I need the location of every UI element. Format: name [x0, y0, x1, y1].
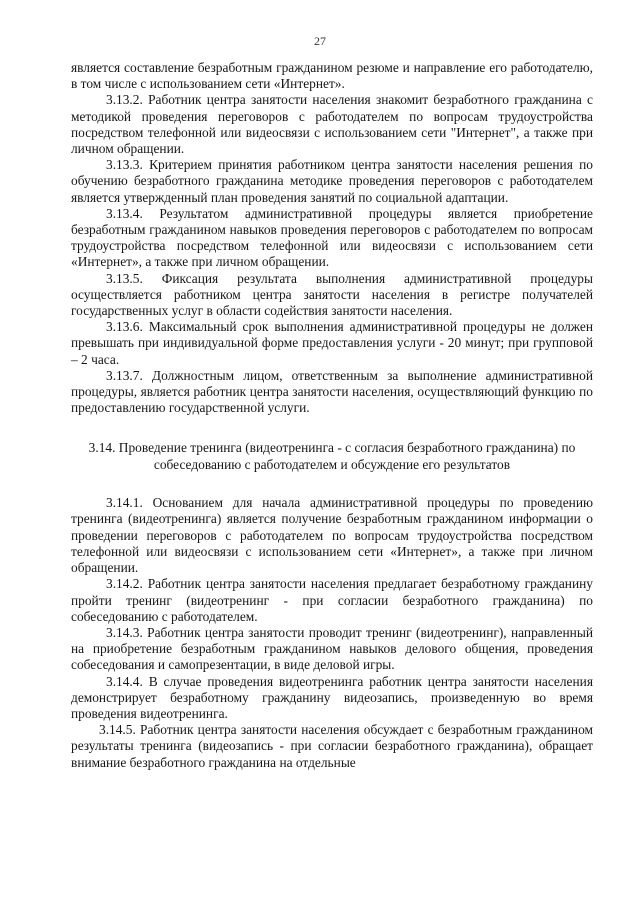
paragraph-3-14-2: 3.14.2. Работник центра занятости населения предлагает безработному гражданину пройти тренинг (видеотренинг - при согласии безработного гражданина) по собеседованию с работодателем.	[71, 576, 593, 624]
paragraph-3-14-4: 3.14.4. В случае проведения видеотренинга работник центра занятости населения демонстрирует безработному гражданину видеозапись, произведенную во время проведения видеотренинга.	[71, 673, 593, 721]
paragraph-3-13-2: 3.13.2. Работник центра занятости населения знакомит безработного гражданина с методикой проведения переговоров с работодателем по вопросам трудоустройства посредством телефонной или видеосвязи с использованием сети "Интернет", а также при личном обращении.	[71, 92, 593, 157]
section-heading-3-14: 3.14. Проведение тренинга (видеотренинга - с согласия безработного гражданина) по собеседованию с работодателем и обсуждение его результатов	[88, 440, 576, 472]
paragraph-continued: является составление безработным гражданином резюме и направление его работодателю, в том числе с использованием сети «Интернет».	[71, 60, 593, 92]
document-body	[71, 60, 593, 771]
paragraph-3-13-4: 3.13.4. Результатом административной процедуры является приобретение безработным гражданином навыков проведения переговоров с работодателем по вопросам трудоустройства посредством телефонной или видеосвязи с использованием сети «Интернет», а также при личном обращении.	[71, 205, 593, 270]
page-number: 27	[314, 34, 326, 48]
paragraph-3-13-5: 3.13.5. Фиксация результата выполнения административной процедуры осуществляется работником центра занятости населения в регистре получателей государственных услуг в области содействия занятости населения.	[71, 270, 593, 319]
paragraph-3-13-7: 3.13.7. Должностным лицом, ответственным за выполнение административной процедуры, является работник центра занятости населения, осуществляющий функцию по предоставлению государственной услуги.	[71, 367, 593, 416]
paragraph-3-13-3: 3.13.3. Критерием принятия работником центра занятости населения решения по обучению безработного гражданина методике проведения переговоров с работодателем является утвержденный план проведения занятий по социальной адаптации.	[71, 157, 593, 205]
paragraph-3-14-5: 3.14.5. Работник центра занятости населения обсуждает с безработным гражданином результаты тренинга (видеозапись - при согласии безработного гражданина), обращает внимание безработного гражданина на отдельные	[71, 722, 593, 770]
paragraph-3-14-3: 3.14.3. Работник центра занятости проводит тренинг (видеотренинг), направленный на приобретение безработным гражданином навыков делового общения, проведения собеседования и самопрезентации, в виде деловой игры.	[71, 624, 593, 673]
paragraph-3-13-6: 3.13.6. Максимальный срок выполнения административной процедуры не должен превышать при индивидуальной форме предоставления услуги - 20 минут; при групповой – 2 часа.	[71, 319, 593, 367]
paragraph-3-14-1: 3.14.1. Основанием для начала административной процедуры по проведению тренинга (видеотренинга) является получение безработным гражданином информации о проведении переговоров с работодателем по вопросам трудоустройства посредством телефонной или видеосвязи с использованием сети «Интернет», а также при личном обращении.	[71, 495, 593, 576]
